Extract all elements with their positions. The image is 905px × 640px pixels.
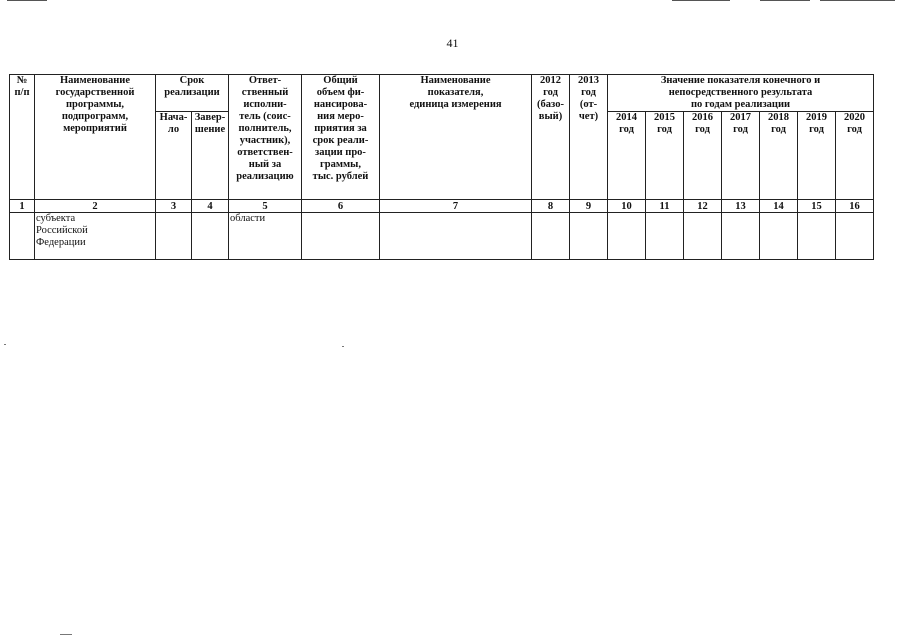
header-year-2015: 2015 год [646,112,684,200]
column-number: 15 [798,200,836,213]
header-year-2019: 2019 год [798,112,836,200]
scan-speck [342,346,344,347]
scan-mark [820,0,895,1]
table-cell [684,213,722,260]
header-indicator: Наименование показателя, единица измерения [380,75,532,200]
scan-mark [7,0,47,1]
table-cell [192,213,229,260]
column-number: 8 [532,200,570,213]
column-number: 9 [570,200,608,213]
header-executor: Ответ- ственный исполни- тель (соис- полнитель, участник), ответствен- ный за реализацию [229,75,302,200]
header-year-2012: 2012 год (базо- вый) [532,75,570,200]
scan-speck [4,344,6,345]
table-cell [156,213,192,260]
header-term-start: Нача- ло [156,112,192,200]
header-values-group: Значение показателя конечного и непосредственного результата по годам реализации [608,75,874,112]
column-number: 12 [684,200,722,213]
table-cell [836,213,874,260]
header-year-2013: 2013 год (от- чет) [570,75,608,200]
header-year-2014: 2014 год [608,112,646,200]
table-cell-executor: области [229,213,302,260]
column-number: 16 [836,200,874,213]
scan-mark [760,0,810,1]
column-number: 5 [229,200,302,213]
program-table [9,74,874,260]
table-cell [570,213,608,260]
column-number: 11 [646,200,684,213]
header-volume: Общий объем фи- нансирова- ния меро- приятия за срок реали- зации про- граммы, тыс. рублей [302,75,380,200]
header-year-2016: 2016 год [684,112,722,200]
column-number-row [10,200,874,213]
column-number: 3 [156,200,192,213]
column-number: 6 [302,200,380,213]
table-cell [532,213,570,260]
column-number: 4 [192,200,229,213]
table-cell [646,213,684,260]
table-cell [10,213,35,260]
page-number: 41 [446,36,459,50]
header-year-2018: 2018 год [760,112,798,200]
column-number: 1 [10,200,35,213]
header-row-1 [10,75,874,112]
scan-speck [60,634,72,635]
column-number: 13 [722,200,760,213]
table-cell [302,213,380,260]
table-cell [380,213,532,260]
table-row [10,213,874,260]
table-cell [760,213,798,260]
header-term: Срок реализации [156,75,229,112]
header-num: № п/п [10,75,35,200]
table-cell-program-name: субъекта Российской Федерации [35,213,156,260]
table-cell [608,213,646,260]
table-cell [722,213,760,260]
header-year-2020: 2020 год [836,112,874,200]
column-number: 14 [760,200,798,213]
header-year-2017: 2017 год [722,112,760,200]
table-cell [798,213,836,260]
header-term-end: Завер- шение [192,112,229,200]
column-number: 7 [380,200,532,213]
header-program-name: Наименование государственной программы, подпрограмм, мероприятий [35,75,156,200]
scan-mark [672,0,730,1]
column-number: 10 [608,200,646,213]
column-number: 2 [35,200,156,213]
